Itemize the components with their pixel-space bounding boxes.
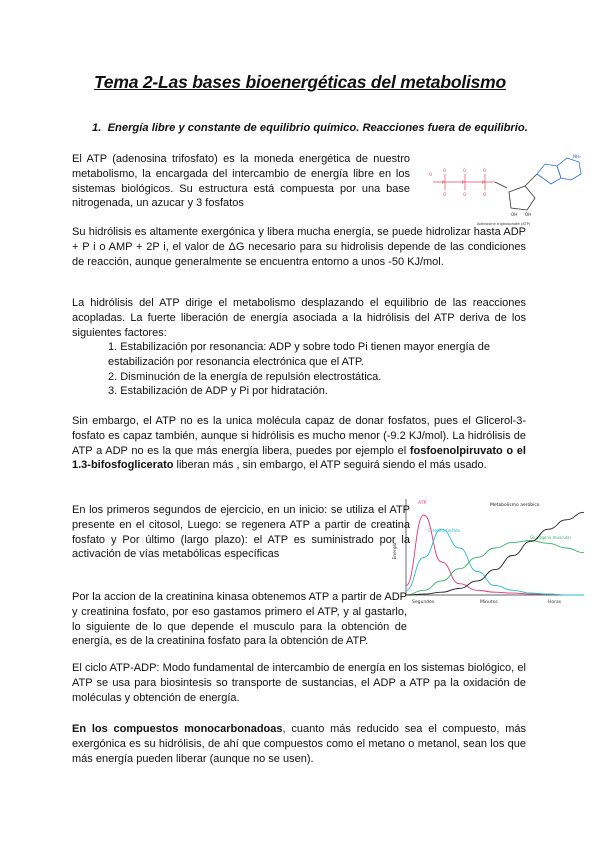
section-number: 1. — [92, 122, 102, 134]
paragraph-other-donors — [72, 414, 526, 473]
chart-label-aerobico: Metabolismo aeróbico — [490, 503, 540, 508]
svg-text:O: O — [483, 192, 487, 197]
paragraph-monocarbon — [72, 722, 526, 766]
paragraph-atp-adp-cycle: El ciclo ATP-ADP: Modo fundamental de intercambio de energía en los sistemas biológico, el ATP se usa para biosintesis so transporte de sustancias, el ADP a ATP pa la oxidación de moléculas y obtención de energía. — [72, 662, 526, 704]
chart-series-line-3 — [406, 512, 584, 595]
chart-label-atp: ATP — [418, 501, 427, 506]
paragraph-atp-intro: El ATP (adenosina trifosfato) es la moneda energética de nuestro metabolismo, la encargada del intercambio de energía libre en los sistemas biológicos. Su estructura está compuesta por una base nitrogenada, un azucar y 3 fosfatos — [72, 153, 410, 210]
svg-text:P: P — [442, 180, 445, 185]
chart-xtick-segundos: Segundos — [412, 600, 435, 605]
svg-text:O: O — [483, 168, 487, 173]
svg-text:O: O — [463, 192, 467, 197]
section-heading-text: Energía libre y constante de equilibrio químico. Reacciones fuera de equilibrio. — [107, 122, 528, 134]
chart-label-creatina: Creatina fosfato — [428, 528, 461, 533]
paragraph-coupling: La hidrólisis del ATP dirige el metabolismo desplazando el equilibrio de las reacciones acopladas. La fuerte liberación de energía asociada a la hidrólisis del ATP deriva de los siguientes factores: — [72, 297, 526, 339]
factors-list — [108, 340, 526, 399]
oh-label-1: OH — [511, 212, 518, 217]
p4-bold-compounds: fosfoenolpiruvato o el 1.3-bifosfoglicerato — [72, 444, 526, 472]
chart-xtick-minutos: Minutos — [480, 600, 498, 605]
nh2-label: NH₂ — [573, 154, 581, 159]
chart-xtick-horas: Horas — [548, 600, 562, 605]
svg-text:O: O — [429, 172, 433, 177]
paragraph-exercise: En los primeros segundos de ejercicio, en un inicio: se utiliza el ATP presente en el citosol, Luego: se regenera ATP a partir de creatina fosfato y Por último (largo plazo): el ATP es suministrado por la activación de vías metabólicas específicas — [72, 504, 410, 561]
svg-text:O: O — [443, 192, 447, 197]
energy-sources-chart — [390, 495, 586, 607]
svg-text:O: O — [463, 168, 467, 173]
oh-label-2: OH — [525, 212, 532, 217]
paragraph-hydrolysis: Su hidrólisis es altamente exergónica y libera mucha energía, se puede hidrolizar hasta ADP + P i o AMP + 2P i, el valor de ΔG necesario para su hidrolisis depende de las condiciones de reacción, aunque generalmente se encuentra entorno a unos -50 KJ/mol. — [72, 226, 526, 268]
page-title: Tema 2-Las bases bioenergéticas del metabolismo — [93, 72, 507, 92]
list-item: 2. Disminución de la energía de repulsión electrostática. — [108, 370, 382, 383]
atp-structure-figure — [425, 152, 590, 234]
svg-text:P: P — [482, 180, 485, 185]
p8-text: , cuanto más reducido sea el compuesto, más exergónica es su hidrólisis, de ahí que compuestos como el metano o metanol, sean los que más energía pueden liberar (aunque no se usen). — [72, 723, 526, 765]
list-item: 1. Estabilización por resonancia: ADP y sobre todo Pi tienen mayor energía de estabilización por resonancia electrónica que el ATP. — [108, 341, 490, 368]
list-item: 3. Estabilización de ADP y Pi por hidratación. — [108, 385, 328, 398]
p8-bold-heading: En los compuestos monocarbonadoas — [72, 723, 283, 735]
p4-text-2: liberan más , sin embargo, el ATP seguirá siendo el más usado. — [173, 459, 487, 472]
svg-text:P: P — [462, 180, 465, 185]
chart-ylabel: Energía — [393, 542, 398, 560]
svg-text:O: O — [443, 168, 447, 173]
p4-text-1: Sin embargo, el ATP no es la unica molécula capaz de donar fosfatos, pues el Glicerol-3-fosfato es capaz también, aunque si hidrólisis es mucho menor (-9.2 KJ/mol). La hidrólisis de ATP a ADP no es la que más energía libera, puedes por ejemplo el — [72, 415, 526, 457]
chart-label-glucogeno: Glucógeno muscular — [530, 535, 572, 540]
chart-series-line-2 — [406, 541, 584, 596]
section-heading — [92, 122, 528, 134]
chart-series-group — [406, 512, 584, 595]
atp-figure-caption: Adenosine triphosphate (ATP) — [477, 222, 531, 226]
paragraph-creatine-kinase: Por la accion de la creatinina kinasa obtenemos ATP a partir de ADP y creatinina fosfato, por eso gastamos primero el ATP, y al gastarlo, lo siguiente de lo que depende el musculo para la obtención de energía, es de la creatinina fosfato para la obtención de ATP. — [72, 591, 407, 648]
